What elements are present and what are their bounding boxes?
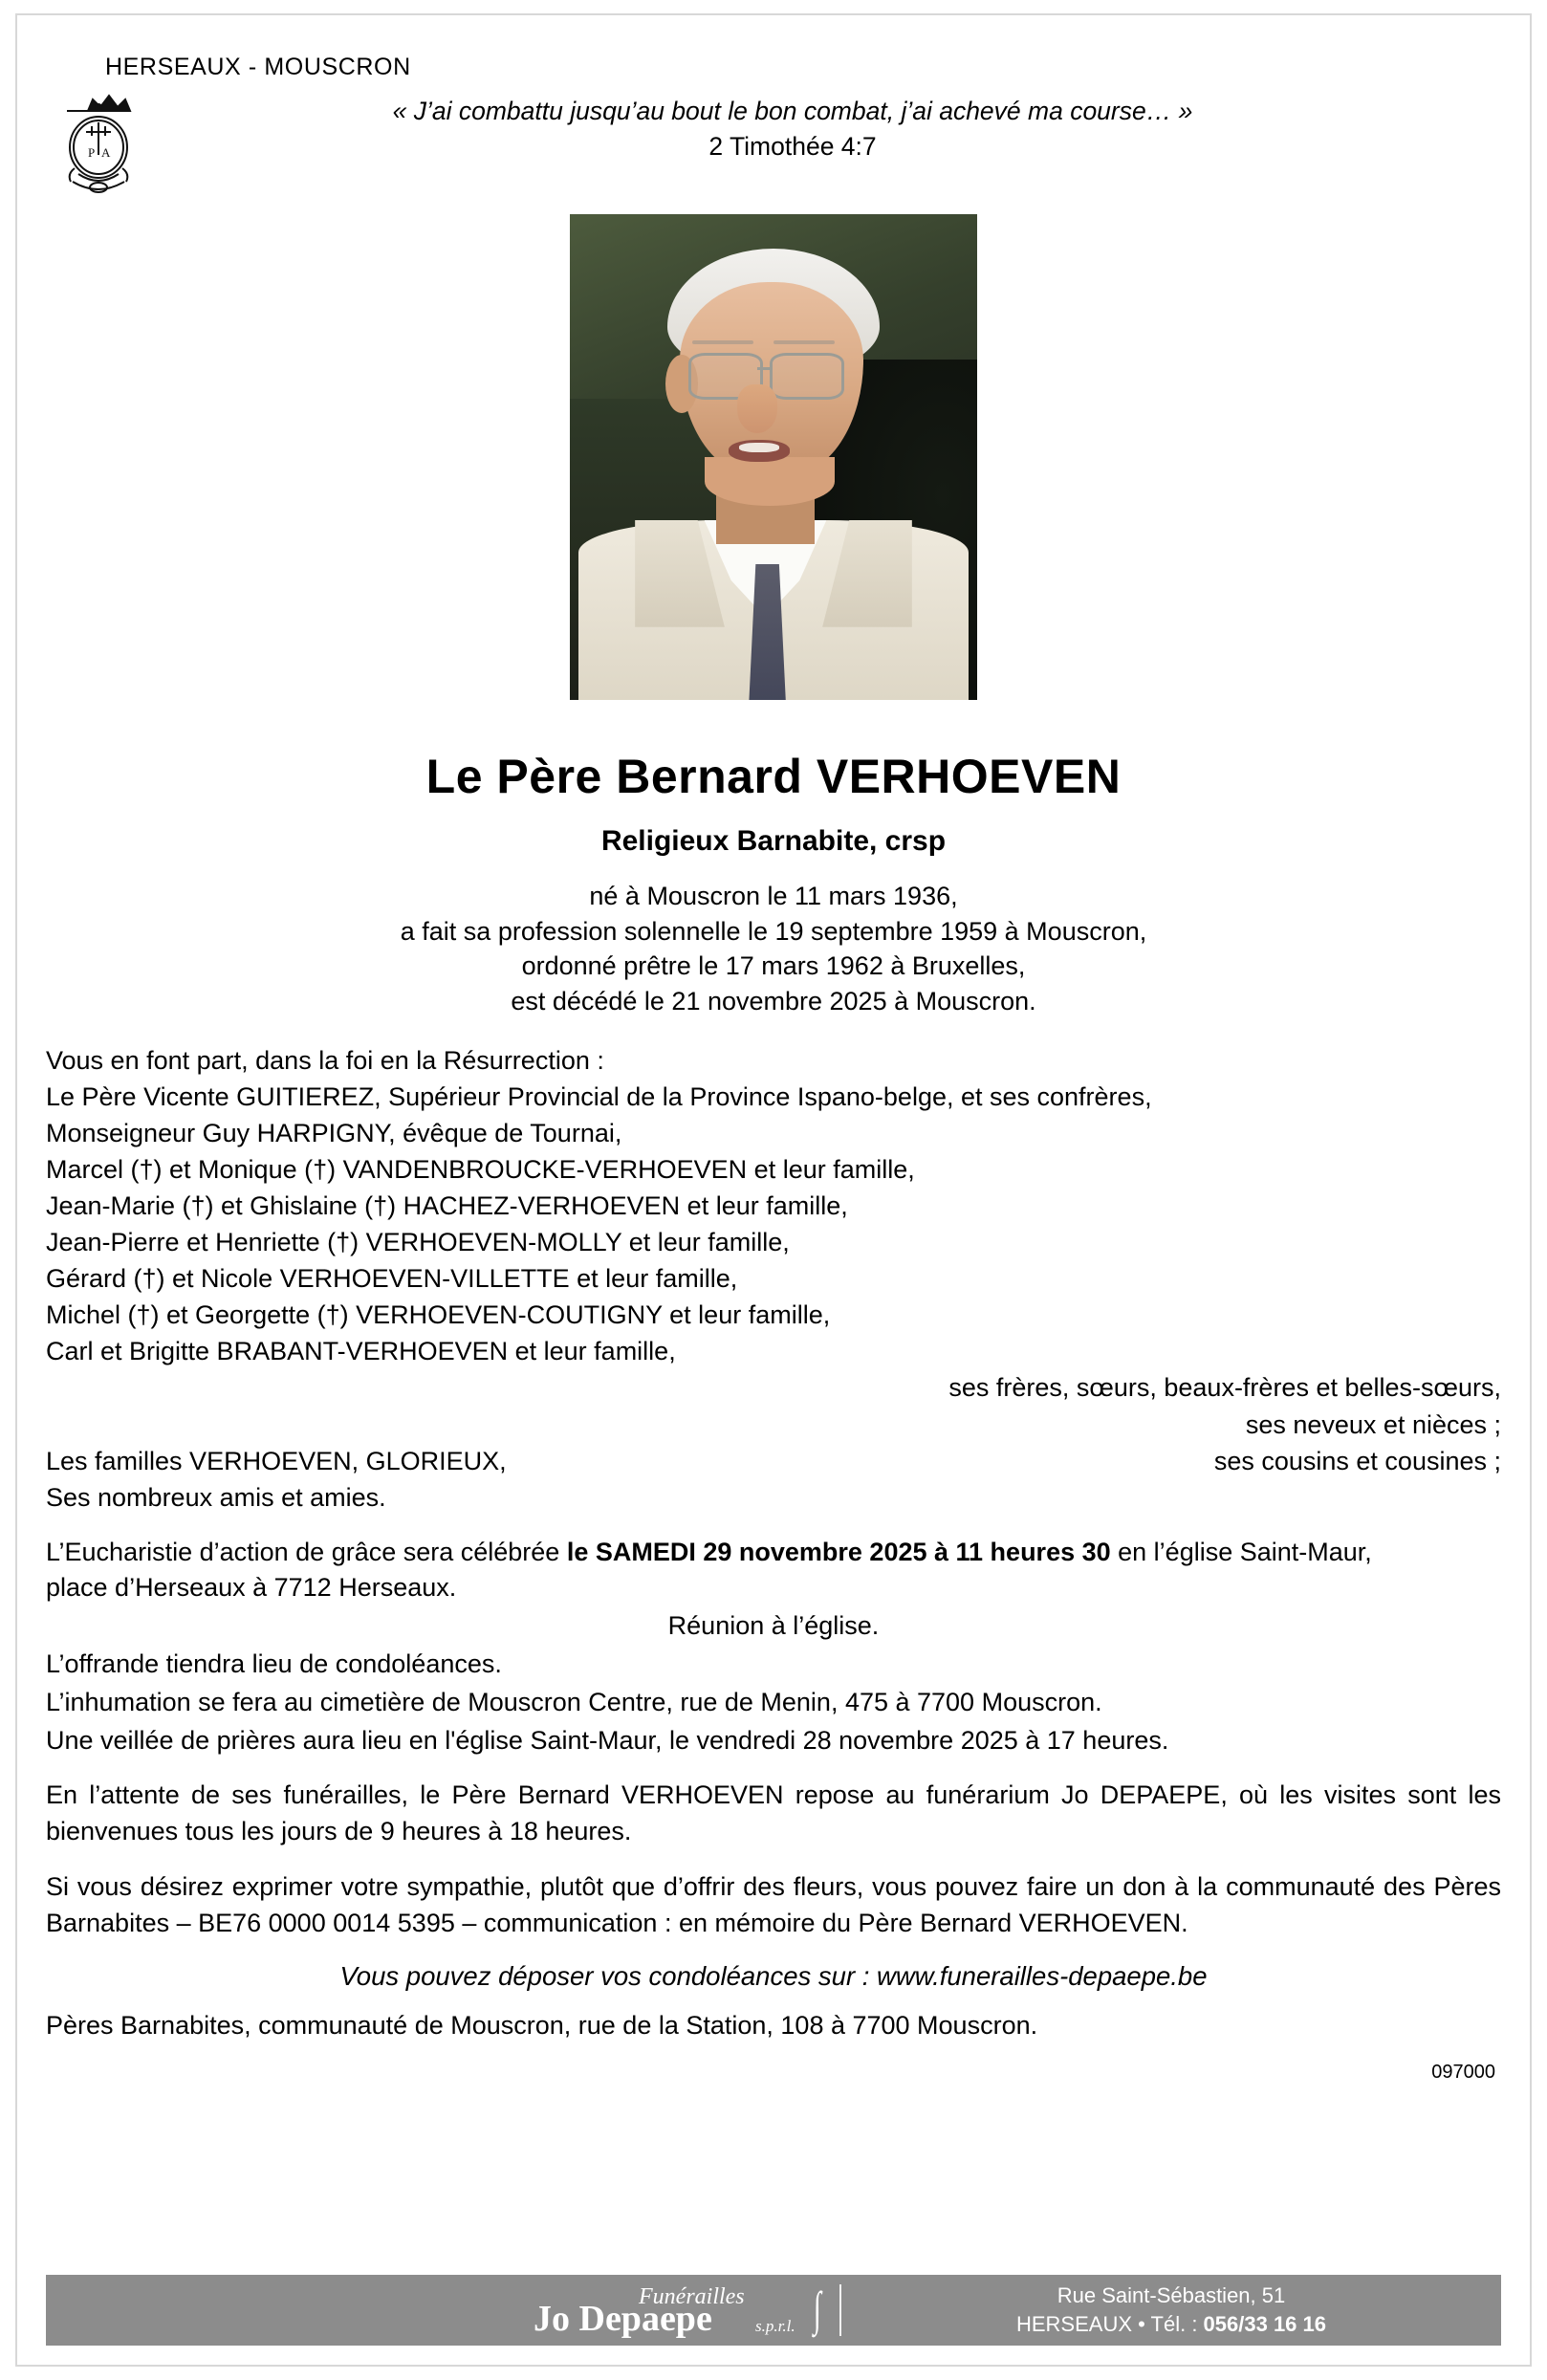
friends-line: Ses nombreux amis et amies.: [46, 1482, 386, 1512]
vigil-line: Une veillée de prières aura lieu en l'église Saint-Maur, le vendredi 28 novembre 2025 à 17 heures.: [46, 1725, 1169, 1755]
burial-line: L’inhumation se fera au cimetière de Mouscron Centre, rue de Menin, 475 à 7700 Mouscron.: [46, 1687, 1102, 1716]
portrait-photo: [570, 214, 977, 700]
mass-datetime: le SAMEDI 29 novembre 2025 à 11 heures 30: [566, 1537, 1111, 1566]
condolences-line: Vous pouvez déposer vos condoléances sur : www.funerailles-depaepe.be: [339, 1960, 1208, 1991]
logo-swirl-icon: ∫: [813, 2282, 821, 2335]
logo-funerailles-word: Funérailles: [639, 2284, 745, 2309]
scripture-reference: 2 Timothée 4:7: [708, 132, 877, 161]
footer-divider: [839, 2284, 841, 2336]
nephews-note-line: ses neveux et nièces ;: [1245, 1409, 1501, 1439]
relative-line: Le Père Vicente GUITIEREZ, Supérieur Provincial de la Province Ispano-belge, et ses confrères,: [46, 1081, 1152, 1111]
locality-label: HERSEAUX - MOUSCRON: [105, 54, 411, 80]
page-title: Le Père Bernard VERHOEVEN: [425, 750, 1122, 803]
funeral-home-footer: [46, 2275, 1501, 2346]
funeral-home-contact: [841, 2282, 1501, 2338]
header-region: [46, 36, 1501, 180]
relative-line: Gérard (†) et Nicole VERHOEVEN-VILLETTE et leur famille,: [46, 1264, 738, 1294]
mass-paragraph: [46, 1535, 1501, 1607]
footer-city-label: HERSEAUX • Tél. :: [1015, 2312, 1204, 2336]
barnabite-crest-icon: [46, 86, 151, 201]
card-content: [21, 19, 1526, 2084]
bio-line: est décédé le 21 novembre 2025 à Mouscron.: [511, 987, 1036, 1016]
svg-text:P: P: [88, 145, 96, 160]
relative-line: Michel (†) et Georgette (†) VERHOEVEN-COUTIGNY et leur famille,: [46, 1300, 831, 1330]
gathering-line: Réunion à l’église.: [667, 1611, 880, 1641]
svg-text:A: A: [101, 145, 111, 160]
relative-line: Jean-Marie (†) et Ghislaine (†) HACHEZ-VERHOEVEN et leur famille,: [46, 1191, 848, 1221]
logo-legal-form: s.p.r.l.: [755, 2317, 795, 2335]
funeral-home-logo: [46, 2275, 839, 2346]
announcement-block: [46, 1042, 1501, 1516]
sibling-note-block: [46, 1369, 1501, 1442]
mass-location-line: place d’Herseaux à 7712 Herseaux.: [46, 1573, 457, 1603]
reference-number: 097000: [1431, 2061, 1495, 2083]
bio-line: a fait sa profession solennelle le 19 septembre 1959 à Mouscron,: [400, 916, 1147, 946]
mass-text-part2: en l’église Saint-Maur,: [1110, 1537, 1372, 1566]
families-row: [46, 1443, 1501, 1479]
logo-company-name: Jo Depaepe: [534, 2299, 712, 2339]
funerarium-paragraph: En l’attente de ses funérailles, le Père Bernard VERHOEVEN repose au funérarium Jo DEPAEPE, où les visites sont les bienvenues tous les jours de 9 heures à 18 heures.: [46, 1780, 1501, 1846]
scripture-verse: « J’ai combattu jusqu’au bout le bon combat, j’ai achevé ma course… »: [392, 97, 1193, 125]
donation-paragraph: Si vous désirez exprimer votre sympathie, plutôt que d’offrir des fleurs, vous pouvez faire un don à la communauté des Pères Barnabites – BE76 0000 0014 5395 – communication : en mémoire du Père Bernard VERHOEVEN.: [46, 1872, 1501, 1937]
portrait-photo-wrap: [46, 214, 1501, 705]
bio-line: né à Mouscron le 11 mars 1936,: [589, 882, 958, 910]
community-address-line: Pères Barnabites, communauté de Mouscron, rue de la Station, 108 à 7700 Mouscron.: [46, 2010, 1038, 2040]
sibling-note-line: ses frères, sœurs, beaux-frères et belles-sœurs,: [948, 1373, 1501, 1403]
biography-block: [46, 879, 1501, 1019]
scripture-verse-block: [46, 97, 1501, 162]
relative-line: Jean-Pierre et Henriette (†) VERHOEVEN-MOLLY et leur famille,: [46, 1228, 790, 1257]
footer-tel-row: [841, 2310, 1501, 2339]
mass-text-part1: L’Eucharistie d’action de grâce sera célébrée: [46, 1537, 567, 1566]
families-line: Les familles VERHOEVEN, GLORIEUX,: [46, 1446, 507, 1475]
cousins-note: ses cousins et cousines ;: [1213, 1446, 1501, 1475]
relative-line: Marcel (†) et Monique (†) VANDENBROUCKE-VERHOEVEN et leur famille,: [46, 1155, 915, 1185]
footer-phone-number: 056/33 16 16: [1203, 2312, 1327, 2336]
bio-line: ordonné prêtre le 17 mars 1962 à Bruxelles,: [521, 951, 1026, 981]
deceased-title: Religieux Barnabite, crsp: [600, 825, 947, 857]
relative-line: Monseigneur Guy HARPIGNY, évêque de Tournai,: [46, 1119, 622, 1147]
offering-line: L’offrande tiendra lieu de condoléances.: [46, 1649, 502, 1679]
footer-address: Rue Saint-Sébastien, 51: [1057, 2283, 1286, 2308]
announcement-intro: Vous en font part, dans la foi en la Résurrection :: [46, 1045, 604, 1075]
relative-line: Carl et Brigitte BRABANT-VERHOEVEN et leur famille,: [46, 1337, 676, 1366]
